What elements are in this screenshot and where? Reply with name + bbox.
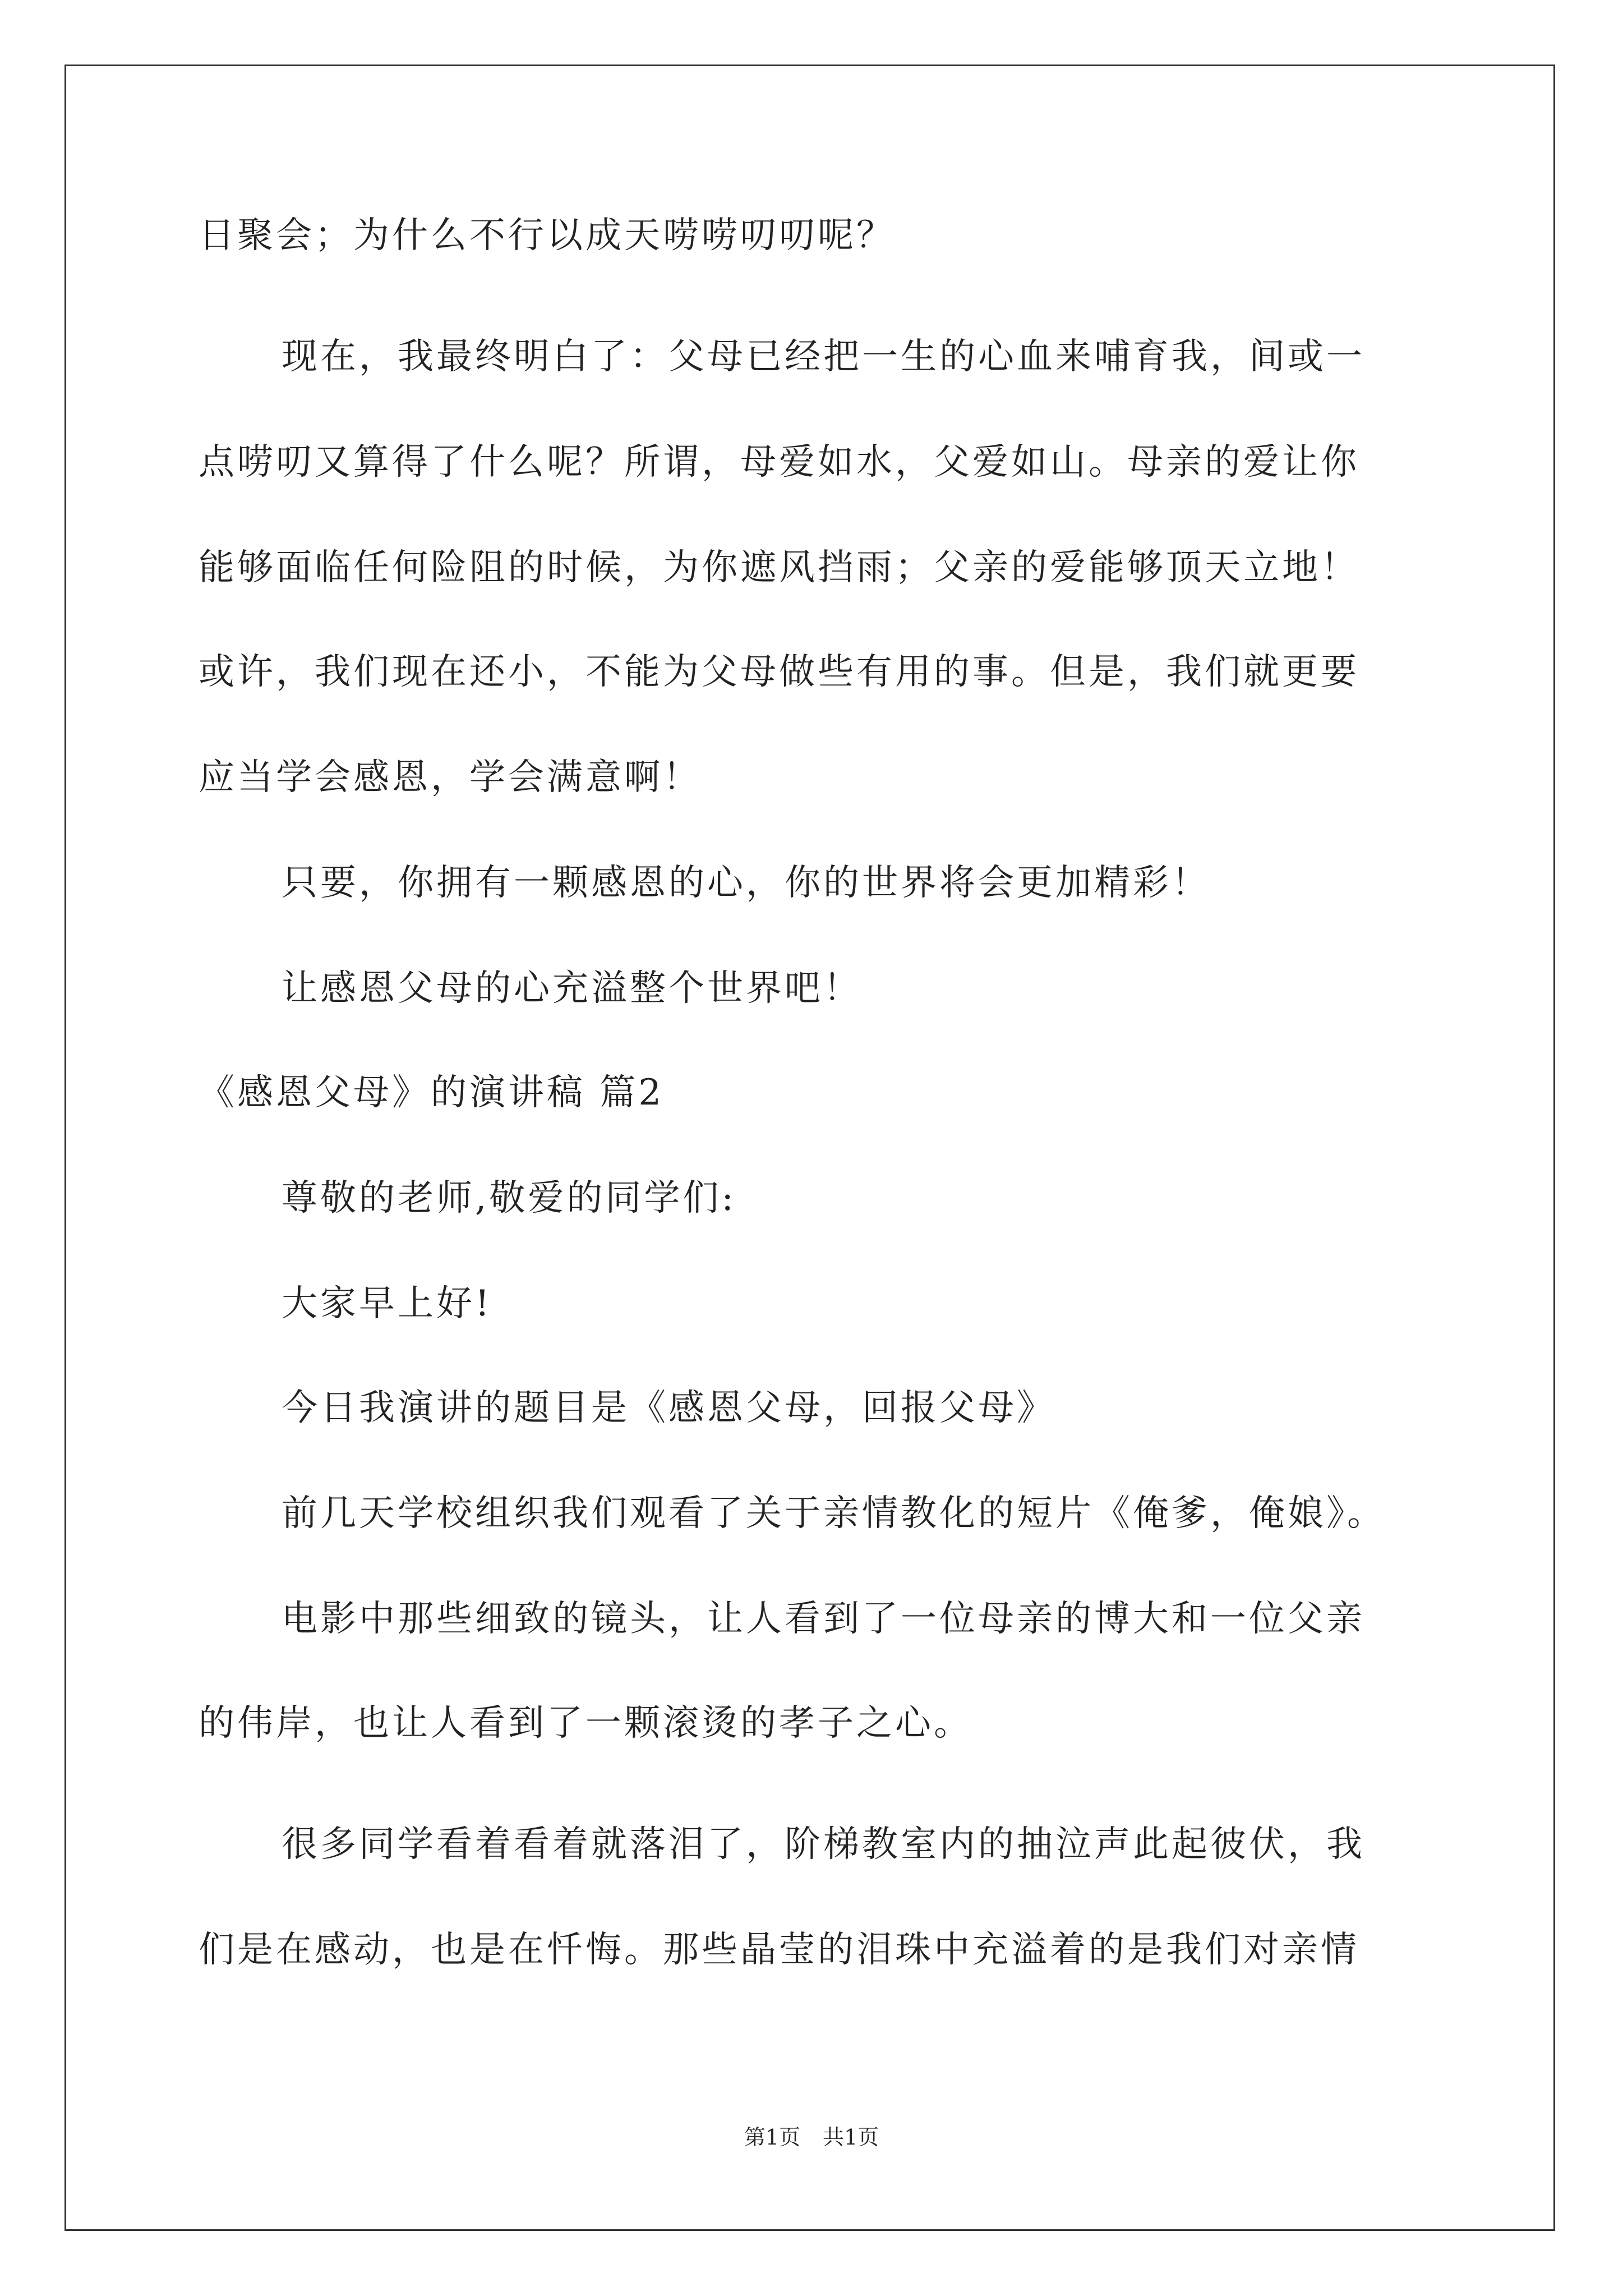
page-border bbox=[64, 65, 1555, 2231]
text-line: 们是在感动，也是在忏悔。那些晶莹的泪珠中充溢着的是我们对亲情 bbox=[199, 1929, 1359, 1971]
text-line: 日聚会；为什么不行以成天唠唠叨叨呢？ bbox=[199, 215, 895, 256]
paragraph-line: 很多同学看着看着就落泪了，阶梯教室内的抽泣声此起彼伏，我 bbox=[282, 1824, 1365, 1865]
text-line: 点唠叨又算得了什么呢？所谓，母爱如水，父爱如山。母亲的爱让你 bbox=[199, 441, 1359, 483]
greeting: 大家早上好! bbox=[282, 1283, 492, 1324]
page-footer bbox=[0, 2126, 1623, 2148]
paragraph-line: 让感恩父母的心充溢整个世界吧！ bbox=[282, 968, 862, 1009]
paragraph-line: 电影中那些细致的镜头，让人看到了一位母亲的博大和一位父亲 bbox=[282, 1598, 1365, 1640]
text-line: 或许，我们现在还小，不能为父母做些有用的事。但是，我们就更要 bbox=[199, 651, 1359, 693]
paragraph-line: 今日我演讲的题目是《感恩父母，回报父母》 bbox=[282, 1387, 1055, 1429]
text-line: 能够面临任何险阻的时候，为你遮风挡雨；父亲的爱能够顶天立地！ bbox=[199, 547, 1359, 588]
section-heading: 《感恩父母》的演讲稿 篇2 bbox=[199, 1072, 665, 1114]
text-line: 的伟岸，也让人看到了一颗滚烫的孝子之心。 bbox=[199, 1703, 972, 1744]
page-number: 第1页 bbox=[744, 2125, 800, 2150]
total-pages: 共1页 bbox=[823, 2125, 879, 2150]
salutation: 尊敬的老师,敬爱的同学们: bbox=[282, 1177, 736, 1219]
paragraph-line: 现在，我最终明白了：父母已经把一生的心血来哺育我，间或一 bbox=[282, 336, 1365, 378]
paragraph-line: 只要，你拥有一颗感恩的心，你的世界将会更加精彩！ bbox=[282, 862, 1210, 904]
paragraph-line: 前几天学校组织我们观看了关于亲情教化的短片《俺爹，俺娘》。 bbox=[282, 1493, 1386, 1534]
text-line: 应当学会感恩，学会满意啊！ bbox=[199, 757, 702, 798]
